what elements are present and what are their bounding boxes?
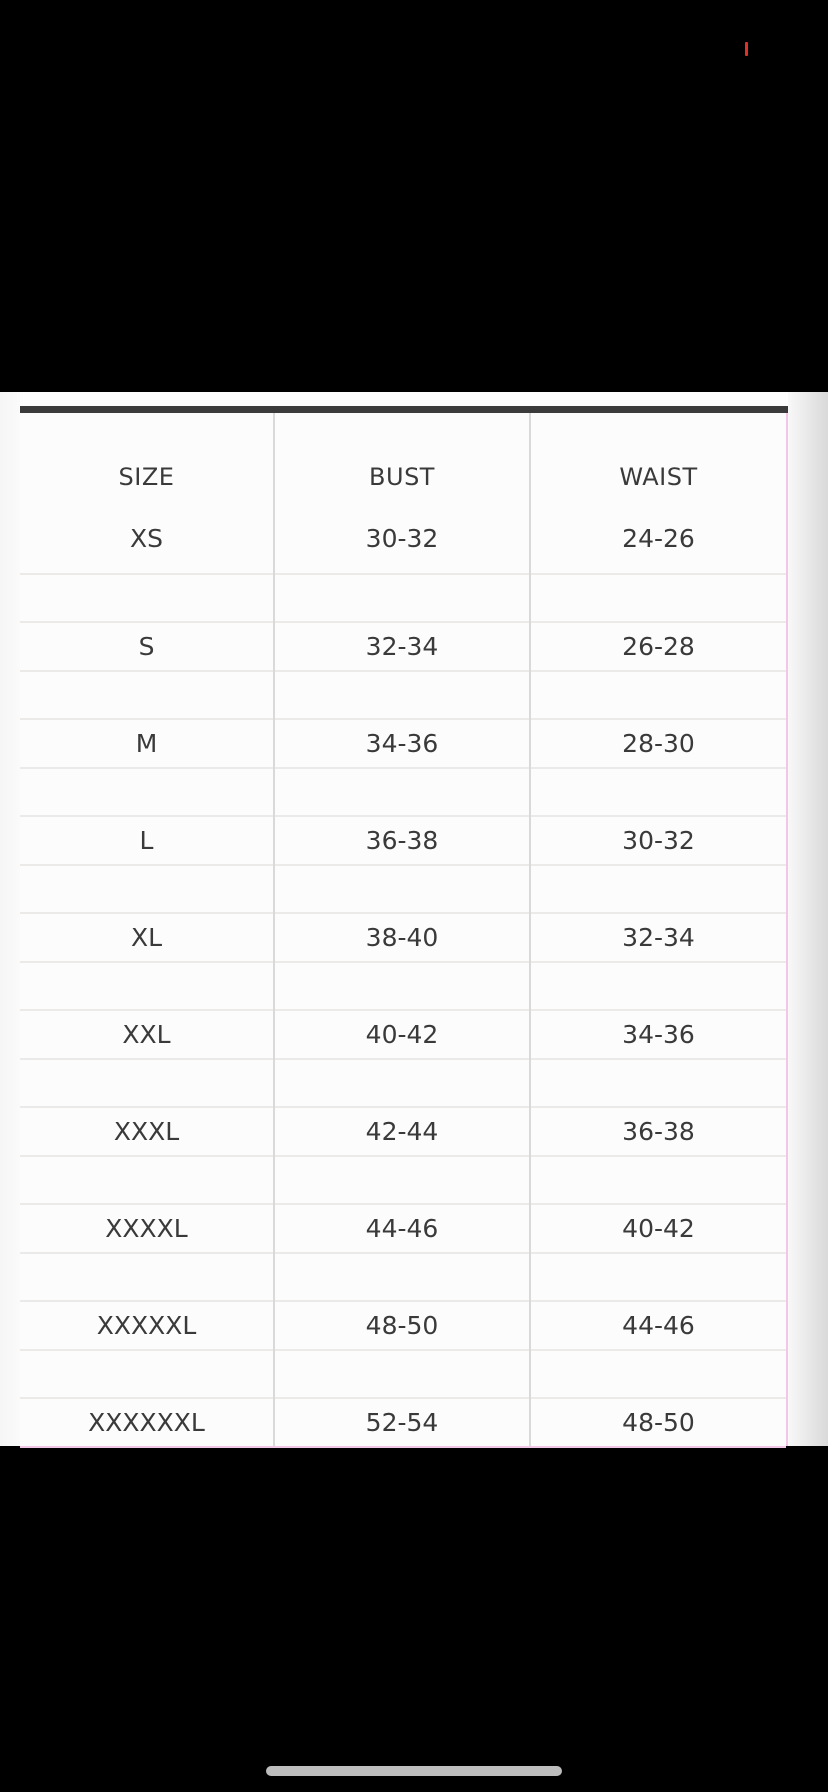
- size-cell: L: [20, 816, 274, 865]
- size-cell: S: [20, 622, 274, 671]
- table-row: [20, 1301, 786, 1350]
- spacer-cell: [274, 1253, 530, 1301]
- waist-cell: 30-32: [530, 816, 786, 865]
- spacer-cell: [20, 1253, 274, 1301]
- waist-cell: 40-42: [530, 1204, 786, 1253]
- table-spacer-row: [20, 1059, 786, 1107]
- table-spacer-row: [20, 574, 786, 622]
- header-waist: WAIST: [530, 413, 786, 503]
- bust-cell: 44-46: [274, 1204, 530, 1253]
- bust-cell: 52-54: [274, 1398, 530, 1447]
- table-row: [20, 1107, 786, 1156]
- table-spacer-row: [20, 962, 786, 1010]
- table-spacer-row: [20, 768, 786, 816]
- size-cell: XS: [130, 523, 163, 553]
- waist-cell: 44-46: [530, 1301, 786, 1350]
- size-chart-image: [0, 392, 828, 1446]
- spacer-cell: [530, 1059, 786, 1107]
- size-table: [20, 413, 786, 1448]
- spacer-cell: [530, 574, 786, 622]
- spacer-cell: [20, 768, 274, 816]
- table-row: [20, 1010, 786, 1059]
- spacer-cell: [530, 671, 786, 719]
- table-row: [20, 816, 786, 865]
- bust-cell: 36-38: [274, 816, 530, 865]
- size-cell: XXXXXL: [20, 1301, 274, 1350]
- table-spacer-row: [20, 1253, 786, 1301]
- header-bust: BUST: [274, 413, 530, 503]
- status-indicator: [745, 42, 748, 56]
- spacer-cell: [530, 768, 786, 816]
- bust-cell: 30-32: [274, 503, 530, 574]
- table-row: [20, 1204, 786, 1253]
- spacer-cell: [20, 1156, 274, 1204]
- spacer-cell: [274, 768, 530, 816]
- size-cell: XXXXXXL: [20, 1398, 274, 1447]
- spacer-cell: [20, 962, 274, 1010]
- spacer-cell: [274, 865, 530, 913]
- table-spacer-row: [20, 1350, 786, 1398]
- waist-cell: 26-28: [530, 622, 786, 671]
- table-body: [20, 503, 786, 1447]
- bust-cell: 48-50: [274, 1301, 530, 1350]
- size-cell: XL: [20, 913, 274, 962]
- waist-cell: 34-36: [530, 1010, 786, 1059]
- size-chart: [20, 392, 788, 1446]
- table-spacer-row: [20, 1156, 786, 1204]
- table-row: [20, 719, 786, 768]
- spacer-cell: [274, 1350, 530, 1398]
- spacer-cell: [20, 865, 274, 913]
- table-row: [20, 1398, 786, 1447]
- home-indicator[interactable]: [266, 1766, 562, 1776]
- size-cell: M: [20, 719, 274, 768]
- spacer-cell: [274, 574, 530, 622]
- table-spacer-row: [20, 865, 786, 913]
- spacer-cell: [274, 671, 530, 719]
- size-cell: XXL: [20, 1010, 274, 1059]
- waist-cell: 28-30: [530, 719, 786, 768]
- image-right-edge: [788, 392, 828, 1446]
- spacer-cell: [274, 962, 530, 1010]
- spacer-cell: [20, 1059, 274, 1107]
- size-cell: XXXL: [20, 1107, 274, 1156]
- waist-cell: 24-26: [530, 503, 786, 574]
- bust-cell: 38-40: [274, 913, 530, 962]
- spacer-cell: [20, 1350, 274, 1398]
- spacer-cell: [20, 671, 274, 719]
- table-row: [20, 913, 786, 962]
- spacer-cell: [530, 1350, 786, 1398]
- chart-top-strip: [20, 392, 788, 406]
- spacer-cell: [274, 1059, 530, 1107]
- table-row: [20, 503, 786, 574]
- bust-cell: 32-34: [274, 622, 530, 671]
- size-cell: XXXXL: [20, 1204, 274, 1253]
- spacer-cell: [530, 865, 786, 913]
- waist-cell: 32-34: [530, 913, 786, 962]
- table-spacer-row: [20, 671, 786, 719]
- table-header-row: [20, 413, 786, 503]
- chart-top-bar: [20, 406, 788, 413]
- spacer-cell: [20, 574, 274, 622]
- image-left-edge: [0, 392, 20, 1446]
- waist-cell: 36-38: [530, 1107, 786, 1156]
- bust-cell: 40-42: [274, 1010, 530, 1059]
- spacer-cell: [530, 1156, 786, 1204]
- spacer-cell: [530, 1253, 786, 1301]
- waist-cell: 48-50: [530, 1398, 786, 1447]
- spacer-cell: [274, 1156, 530, 1204]
- header-size: SIZE: [118, 463, 175, 491]
- bust-cell: 34-36: [274, 719, 530, 768]
- spacer-cell: [530, 962, 786, 1010]
- table-row: [20, 622, 786, 671]
- bust-cell: 42-44: [274, 1107, 530, 1156]
